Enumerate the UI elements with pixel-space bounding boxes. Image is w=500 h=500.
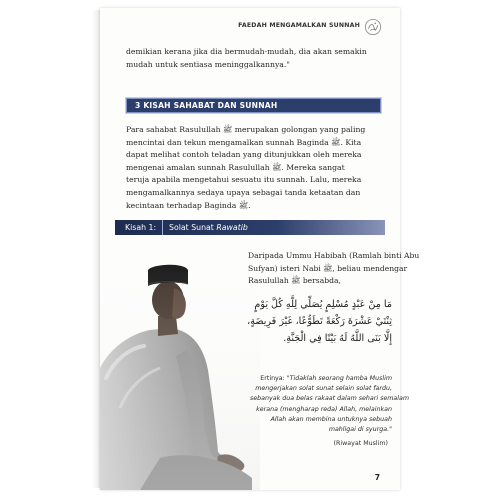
body-line: dapat melihat contoh teladan yang ditunjukkan oleh mereka <box>126 150 362 160</box>
section-heading: 3 KISAH SAHABAT DAN SUNNAH <box>126 98 381 113</box>
body-line: mengenai amalan sunnah Rasulullah ﷺ. Mereka sangat <box>126 162 345 172</box>
translation-label: Ertinya: <box>260 375 285 382</box>
running-header <box>100 18 396 34</box>
story-divider <box>162 220 163 235</box>
translation-first-line: "Tidaklah seorang hamba Muslim <box>286 375 392 382</box>
body-paragraph <box>126 124 378 212</box>
story-heading <box>115 220 385 235</box>
hadith-translation <box>250 374 409 435</box>
translation-text: mengerjakan solat sunat selain solat fardu, <box>255 385 392 393</box>
arabic-line: ثِنْتَيْ عَشْرَةَ رَكْعَةً تَطَوُّعًا، غَيْرَ فَرِيضَةٍ، <box>247 316 392 327</box>
translation-text: mahligai di syurga." <box>328 426 392 434</box>
body-line: mencintai dan tekun mengamalkan sunnah Baginda ﷺ. Kita <box>126 137 362 147</box>
arabic-line: مَا مِنْ عَبْدٍ مُسْلِمٍ يُصَلِّي لِلَّهِ كُلَّ يَوْمٍ <box>254 299 392 310</box>
translation-text: kerana (mengharap reda) Allah, melainkan <box>256 405 392 413</box>
hadith-source: (Riwayat Muslim) <box>333 440 388 447</box>
narration-line: Sufyan) isteri Nabi ﷺ, beliau mendengar <box>248 263 408 273</box>
praying-man-photo <box>100 238 260 490</box>
translation-line <box>250 415 392 425</box>
translation-text: Allah akan membina untuknya sebuah <box>270 415 392 423</box>
body-line: mengamalkannya sedaya upaya sebagai tanda ketaatan dan <box>126 187 361 197</box>
intro-line: mudah untuk sentiasa meninggalkannya." <box>126 59 290 69</box>
translation-line <box>250 374 392 384</box>
hadith-arabic-text <box>246 296 392 347</box>
narration-line: Rasulullah ﷺ bersabda, <box>248 276 341 286</box>
body-line: kecintaan terhadap Baginda ﷺ. <box>126 200 251 210</box>
page-number: 7 <box>374 473 380 482</box>
intro-line: demikian kerana jika dia bermudah-mudah, dia akan semakin <box>126 47 367 56</box>
translation-line <box>250 405 392 415</box>
story-title-text: Solat Sunat <box>169 223 217 232</box>
intro-paragraph <box>126 46 378 71</box>
translation-line <box>250 384 392 394</box>
translation-text: sebanyak dua belas rakaat dalam sehari semalam <box>250 395 409 403</box>
arabic-line: إِلَّا بَنَى اللَّهُ لَهُ بَيْتًا فِي الْجَنَّةِ. <box>283 333 392 344</box>
narration-line: Daripada Ummu Habibah (Ramlah binti Abu <box>248 251 420 260</box>
story-title <box>169 220 248 235</box>
translation-line <box>250 394 409 404</box>
body-line: Para sahabat Rasulullah ﷺ merupakan golongan yang paling <box>126 125 366 134</box>
story-title-italic: Rawatib <box>216 223 248 232</box>
translation-line <box>250 425 392 435</box>
body-line: teruja apabila mengetahui sesuatu itu sunnah. Lalu, mereka <box>126 175 362 185</box>
running-header-title: FAEDAH MENGAMALKAN SUNNAH <box>238 22 360 29</box>
narration-paragraph <box>248 250 420 288</box>
calligraphy-seal-icon <box>364 18 382 36</box>
book-page <box>100 8 420 490</box>
story-label: Kisah 1: <box>125 223 157 232</box>
